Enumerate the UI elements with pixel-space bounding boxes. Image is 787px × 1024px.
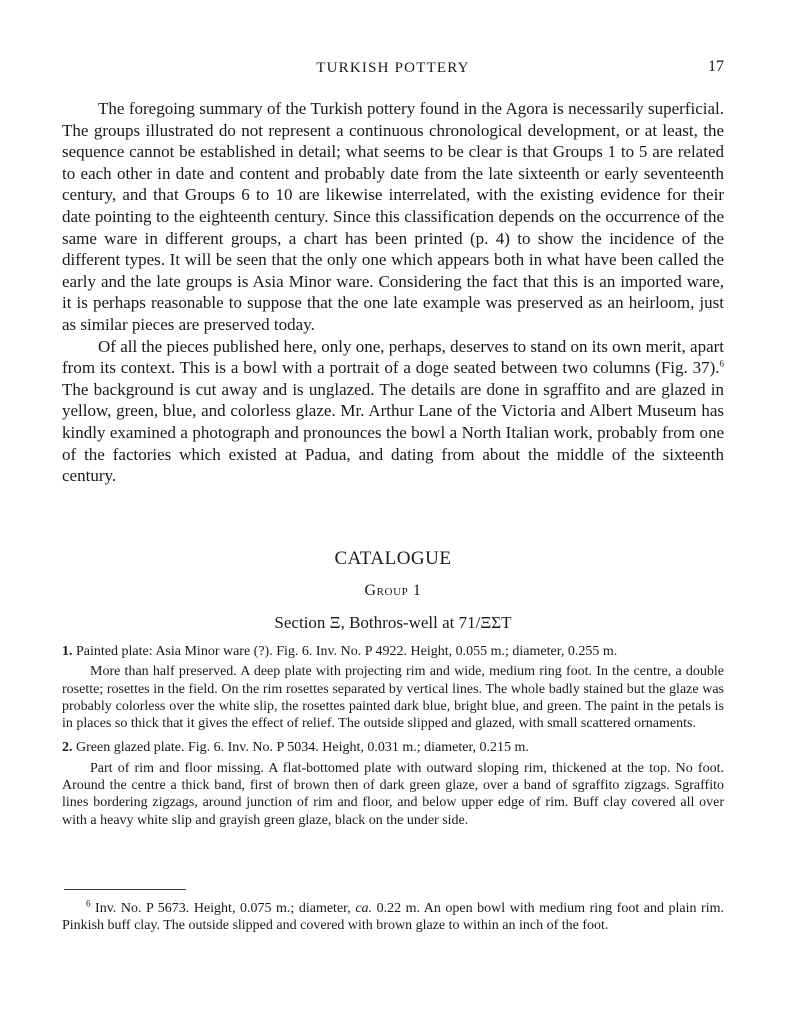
footnote-reference: 6 [719, 358, 724, 369]
footnote-part-1: Inv. No. P 5673. Height, 0.075 m.; diameter, [90, 901, 356, 916]
footnote-mark: 6 [86, 898, 91, 909]
paragraph-2-text: Of all the pieces published here, only one, perhaps, deserves to stand on its own merit, apart from its context. This is a bowl with a portrait of a doge seated between two columns (Fig. 37). [62, 336, 724, 378]
footnote-rule [64, 889, 186, 890]
catalogue-entries [62, 643, 724, 836]
footnote-text [62, 900, 724, 935]
page-number: 17 [708, 58, 724, 75]
group-heading: Group 1 [364, 582, 422, 599]
footnote [62, 900, 724, 935]
footnote-circa: ca. [355, 901, 373, 916]
entry-number: 1. [62, 644, 73, 659]
running-head [62, 60, 724, 84]
section-heading: Section Ξ, Bothros-well at 71/ΞΣΤ [274, 613, 512, 632]
footnote-part-2: 0.22 m. An open bowl with medium ring foot and plain rim. Pinkish buff clay. The outside slipped and covered with brown glaze to within an inch of the foot. [62, 901, 724, 934]
entry-description: Part of rim and floor missing. A flat-bottomed plate with outward sloping rim, thickened at the top. No foot. Around the centre a thick band, first of brown then of dark green glaze, over a band of sgraffito zigzags. Sgraffito lines bordering zigzags, around junction of rim and floor, and below upper edge of rim. Buff clay covered all over with a heavy white slip and grayish green glaze, black on the under side. [62, 760, 724, 828]
running-title: TURKISH POTTERY [316, 60, 470, 76]
catalogue-heading: CATALOGUE [334, 548, 452, 569]
catalogue-entry [62, 643, 724, 732]
paragraph-2-continued: The background is cut away and is unglazed. The details are done in sgraffito and are glazed in yellow, green, blue, and colorless glaze. Mr. Arthur Lane of the Victoria and Albert Museum has kindly examined a photograph and pronounces the bowl a North Italian work, probably from one of the factories which existed at Padua, and dating from about the middle of the sixteenth century. [62, 379, 724, 486]
entry-heading [62, 739, 724, 756]
entry-title: Painted plate: Asia Minor ware (?). Fig. 6. Inv. No. P 4922. Height, 0.055 m.; diameter, 0.255 m. [76, 644, 618, 659]
entry-title: Green glazed plate. Fig. 6. Inv. No. P 5034. Height, 0.031 m.; diameter, 0.215 m. [76, 740, 529, 756]
body-text [62, 98, 724, 487]
entry-number: 2. [62, 740, 73, 756]
paragraph-1: The foregoing summary of the Turkish pottery found in the Agora is necessarily superficial. The groups illustrated do not represent a continuous chronological development, or at least, the sequence cannot be established in detail; what seems to be clear is that Groups 1 to 5 are related to each other in date and content and probably date from the late sixteenth or early seventeenth century, and that Groups 6 to 10 are likewise interrelated, with the existing evidence for their date pointing to the eighteenth century. Since this classification depends on the occurrence of the same ware in different groups, a chart has been printed (p. 4) to show the incidence of the different types. It will be seen that the only one which appears both in what have been called the early and the late groups is Asia Minor ware. Considering the fact that this is an imported ware, it is perhaps reasonable to suppose that the one late example was preserved as an heirloom, just as similar pieces are preserved today. [62, 99, 724, 334]
entry-heading [62, 643, 724, 660]
entry-description: More than half preserved. A deep plate with projecting rim and wide, medium ring foot. In the centre, a double rosette; rosettes in the field. On the rim rosettes separated by vertical lines. The whole badly stained but the glaze was probably colorless over the white slip, the rosettes painted dark blue, bright blue, and green. The paint in the petals is in places so thick that it gives the effect of relief. The outside slipped and glazed, with small scattered ornaments. [62, 664, 724, 732]
paragraph-2 [62, 336, 724, 487]
catalogue-entry [62, 739, 724, 828]
